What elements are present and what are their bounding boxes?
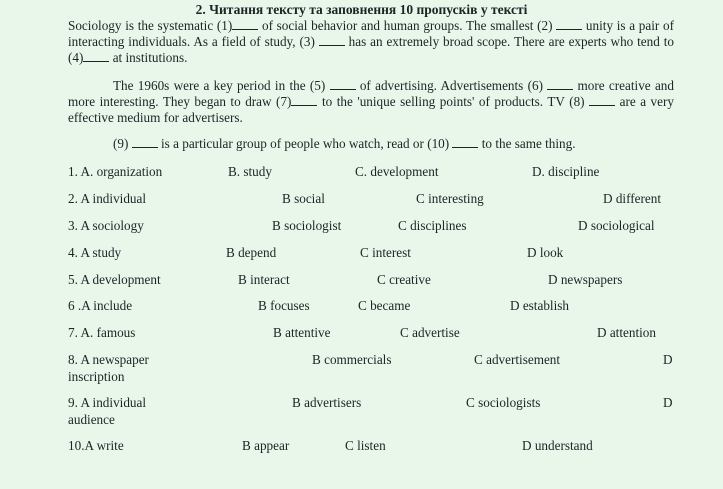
blank-5[interactable] [330, 78, 356, 90]
option-3d[interactable]: D sociological [578, 218, 655, 233]
option-6d[interactable]: D establish [510, 298, 569, 313]
option-9d[interactable]: D [663, 395, 673, 410]
option-4a[interactable]: 4. A study [68, 245, 122, 260]
option-10a[interactable]: 10.A write [68, 438, 124, 453]
question-row-8 [0, 352, 723, 370]
option-4c[interactable]: C interest [360, 245, 411, 260]
option-8b[interactable]: B commercials [312, 352, 392, 367]
option-1b[interactable]: B. study [228, 164, 272, 179]
option-10c[interactable]: C listen [345, 438, 386, 453]
option-2b[interactable]: B social [282, 191, 325, 206]
question-row-5 [0, 272, 723, 290]
blank-4[interactable] [83, 50, 109, 62]
blank-2[interactable] [556, 18, 582, 30]
blank-1[interactable] [232, 18, 258, 30]
blank-7[interactable] [291, 94, 317, 106]
option-8d[interactable]: D [663, 352, 673, 367]
question-row-2 [0, 191, 723, 209]
option-2a[interactable]: 2. A individual [68, 191, 147, 206]
option-6a[interactable]: 6 .A include [68, 298, 133, 313]
paragraph-1: Sociology is the systematic (1) of social behavior and human groups. The smallest (2) unity is a pair of interacting individuals. As a field of study, (3) has an extremely broad scope. There are experts who tend to (4) at institutions. [68, 18, 675, 66]
option-1d[interactable]: D. discipline [532, 164, 600, 179]
option-4d[interactable]: D look [527, 245, 564, 260]
blank-10[interactable] [452, 136, 478, 148]
question-row-9 [0, 395, 723, 413]
option-8d-continued[interactable]: inscription [68, 369, 125, 384]
option-7c[interactable]: C advertise [400, 325, 460, 340]
blank-9[interactable] [132, 136, 158, 148]
question-row-10 [0, 438, 723, 456]
option-10b[interactable]: B appear [242, 438, 290, 453]
blank-6[interactable] [547, 78, 573, 90]
option-8c[interactable]: C advertisement [474, 352, 561, 367]
option-3a[interactable]: 3. A sociology [68, 218, 144, 233]
question-row-4 [0, 245, 723, 263]
question-row-3 [0, 218, 723, 236]
option-10d[interactable]: D understand [522, 438, 593, 453]
option-9d-continued[interactable]: audience [68, 412, 115, 427]
blank-3[interactable] [319, 34, 345, 46]
option-9b[interactable]: B advertisers [292, 395, 362, 410]
option-8a[interactable]: 8. A newspaper [68, 352, 149, 367]
option-9c[interactable]: C sociologists [466, 395, 541, 410]
option-5c[interactable]: C creative [377, 272, 431, 287]
blank-8[interactable] [589, 94, 615, 106]
question-row-7 [0, 325, 723, 343]
option-3c[interactable]: C disciplines [398, 218, 467, 233]
option-1a[interactable]: 1. A. organization [68, 164, 163, 179]
option-7b[interactable]: B attentive [273, 325, 331, 340]
option-2d[interactable]: D different [603, 191, 661, 206]
option-6b[interactable]: B focuses [258, 298, 310, 313]
option-5b[interactable]: B interact [238, 272, 290, 287]
paragraph-2: The 1960s were a key period in the (5) of advertising. Advertisements (6) more creative and more interesting. They began to draw (7) to the 'unique selling points' of products. TV (8) are a very effective medium for advertisers. [68, 78, 674, 126]
option-5d[interactable]: D newspapers [548, 272, 623, 287]
option-9a[interactable]: 9. A individual [68, 395, 147, 410]
option-3b[interactable]: B sociologist [272, 218, 342, 233]
paragraph-3: (9) is a particular group of people who watch, read or (10) to the same thing. [113, 136, 576, 151]
option-7a[interactable]: 7. A. famous [68, 325, 136, 340]
option-7d[interactable]: D attention [597, 325, 656, 340]
option-1c[interactable]: C. development [355, 164, 439, 179]
option-6c[interactable]: C became [358, 298, 411, 313]
option-2c[interactable]: C interesting [416, 191, 484, 206]
task-title: 2. Читання тексту та заповнення 10 пропусків у тексті [195, 2, 528, 17]
option-5a[interactable]: 5. A development [68, 272, 161, 287]
question-row-1 [0, 164, 723, 182]
question-row-6 [0, 298, 723, 316]
option-4b[interactable]: B depend [226, 245, 277, 260]
